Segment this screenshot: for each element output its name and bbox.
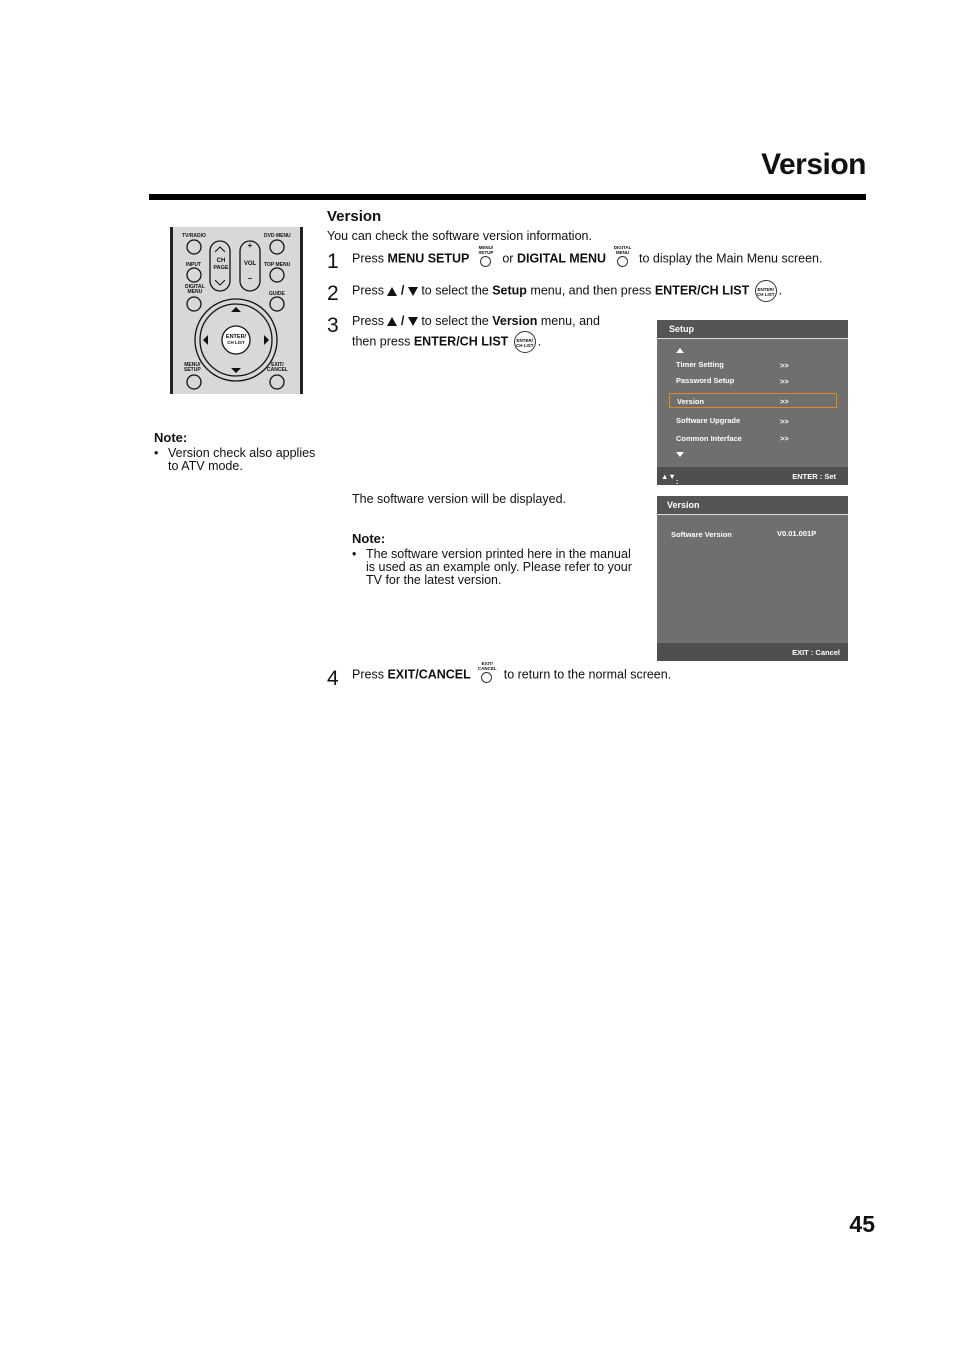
step-1-text: Press MENU SETUP MENU/ SETUP or DIGITAL MENU DIGITAL MENU to display the Main Menu screen. (352, 248, 822, 270)
remote-illustration (170, 227, 303, 394)
setup-menu-screen (657, 320, 848, 495)
page-title: Version (761, 148, 866, 181)
setup-menu-footer (657, 467, 848, 495)
title-rule (149, 194, 866, 200)
exit-cancel-label: EXIT/ CANCEL (267, 362, 288, 373)
ch-page-label: CH (216, 258, 226, 264)
menu-item-common-interface: Common Interface (676, 434, 742, 443)
step-2-number: 2 (327, 282, 339, 305)
vol-plus-label: + (247, 241, 253, 250)
menu-setup-button-icon: MENU/ SETUP (475, 248, 497, 270)
menu-item-version: Version (677, 397, 705, 406)
display-note: The software version will be displayed. (352, 492, 566, 506)
step-2-text: Press / to select the Setup menu, and then press ENTER/CH LIST ENTER/ CH LIST . (352, 280, 782, 302)
menu-item-password-setup: Password Setup (676, 376, 735, 385)
tv-radio-label: TV/RADIO (182, 233, 206, 239)
enter-set-hint: ENTER : Set (792, 472, 836, 481)
menu-item-arrow: >> (780, 417, 789, 426)
side-note-text: Version check also applies to ATV mode. (168, 446, 316, 473)
section-title: Version (327, 208, 382, 225)
software-version-value: V0.01.001P (777, 529, 817, 538)
software-version-label: Software Version (671, 530, 732, 539)
main-note-heading: Note: (352, 531, 386, 546)
input-label: INPUT (186, 262, 201, 268)
step-3-number: 3 (327, 314, 339, 337)
menu-item-arrow: >> (780, 377, 789, 386)
up-arrow-icon (387, 287, 397, 296)
down-arrow-icon (408, 287, 418, 296)
menu-item-software-upgrade: Software Upgrade (676, 416, 741, 425)
step-4-text: Press EXIT/CANCEL EXIT/ CANCEL to return to the normal screen. (352, 664, 671, 686)
menu-item-timer-setting: Timer Setting (676, 360, 724, 369)
enter-button-icon: ENTER/ CH LIST (755, 280, 777, 302)
step-4-number: 4 (327, 667, 339, 690)
menu-setup-label: MENU/ SETUP (184, 362, 201, 373)
side-note-bullet: • (154, 446, 159, 460)
vol-minus-label: – (247, 274, 253, 283)
section-intro: You can check the software version information. (327, 229, 592, 243)
exit-cancel-button-icon: EXIT/ CANCEL (476, 664, 498, 686)
version-screen-header: Version (657, 496, 848, 515)
page-label: PAGE (213, 265, 229, 271)
guide-label: GUIDE (269, 291, 285, 297)
scroll-up-icon (676, 348, 684, 353)
main-note-text: The software version printed here in the manual is used as an example only. Please refer to your TV for the latest version. (366, 547, 632, 587)
menu-item-arrow: >> (780, 361, 789, 370)
page-number: 45 (849, 1211, 875, 1237)
side-note (154, 447, 329, 473)
menu-item-arrow: >> (780, 397, 789, 406)
step-3-text: Press / to select the Version menu, and then press ENTER/CH LIST ENTER/ CH LIST . (352, 312, 600, 353)
down-arrow-icon (408, 317, 418, 326)
version-screen (657, 496, 848, 661)
digital-menu-button-icon: DIGITAL MENU (612, 248, 634, 270)
step-1-number: 1 (327, 250, 339, 273)
menu-item-arrow: >> (780, 434, 789, 443)
main-note-bullet: • (352, 547, 357, 561)
enter-label: ENTER/ CH LIST (225, 334, 247, 345)
version-screen-footer (657, 643, 848, 661)
top-menu-label: TOP MENU (264, 262, 291, 268)
dvd-menu-label: DVD MENU (264, 233, 291, 239)
scroll-down-icon (676, 452, 684, 457)
digital-menu-label: DIGITAL MENU (185, 284, 205, 295)
vol-label: VOL (243, 261, 257, 267)
setup-menu-header: Setup (657, 320, 848, 339)
select-hint: ▲▼ : Select (661, 472, 698, 495)
enter-button-icon: ENTER/ CH LIST (514, 331, 536, 353)
up-arrow-icon (387, 317, 397, 326)
main-note (352, 548, 642, 587)
side-note-heading: Note: (154, 430, 188, 445)
exit-cancel-hint: EXIT : Cancel (792, 648, 840, 657)
